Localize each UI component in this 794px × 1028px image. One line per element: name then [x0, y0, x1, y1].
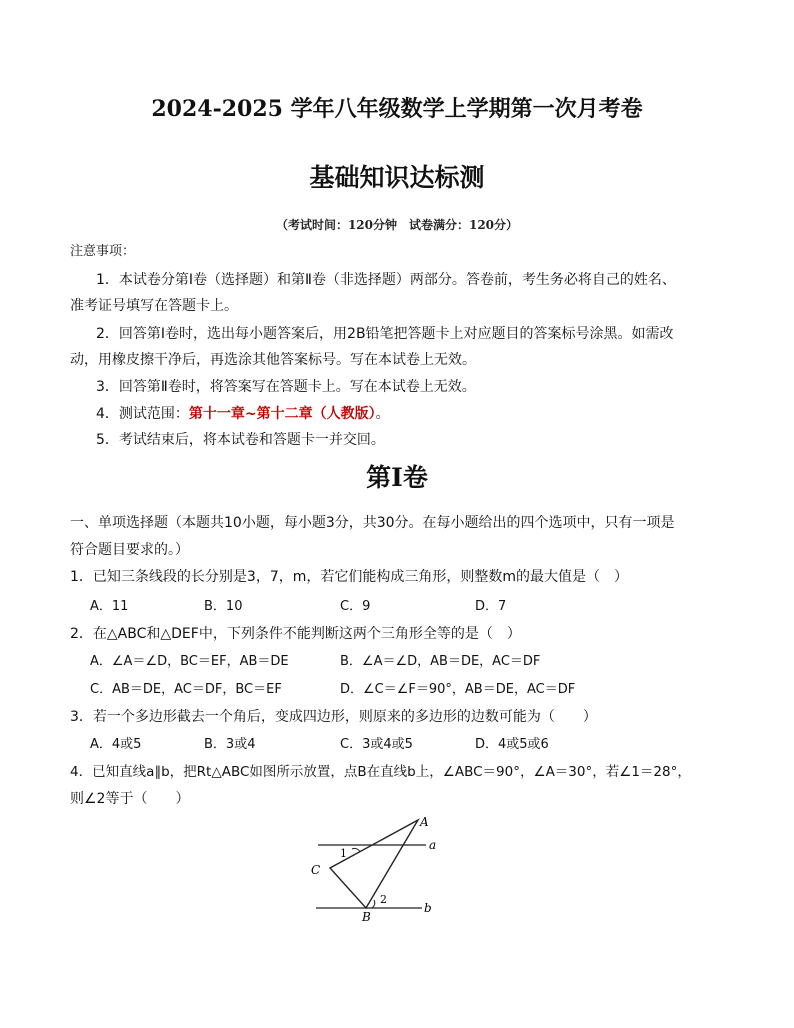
- question-1-option-b: B．10: [204, 599, 243, 614]
- angle-1-arc: [352, 848, 360, 852]
- note-2-line-1: 2．回答第Ⅰ卷时，选出每小题答案后，用2B铅笔把答题卡上对应题目的答案标号涂黑。如需改: [96, 326, 674, 342]
- question-2-stem: 2．在△ABC和△DEF中，下列条件不能判断这两个三角形全等的是（ ）: [70, 626, 521, 642]
- part-1-heading-line-1: 一、单项选择题（本题共10小题，每小题3分，共30分。在每小题给出的四个选项中，只有一项是: [70, 515, 675, 531]
- triangle-abc: [330, 820, 418, 908]
- question-1-option-c: C．9: [340, 599, 371, 614]
- question-3-option-a: A．4或5: [90, 737, 142, 752]
- part-1-heading-line-2: 符合题目要求的。）: [70, 542, 189, 558]
- question-3-option-b: B．3或4: [204, 737, 256, 752]
- note-2-line-2: 动，用橡皮擦干净后，再选涂其他答案标号。写在本试卷上无效。: [70, 352, 476, 368]
- angle-label-2: 2: [380, 893, 387, 906]
- angle-label-1: 1: [340, 847, 347, 860]
- question-2-option-c: C．AB＝DE，AC＝DF，BC＝EF: [90, 682, 282, 697]
- note-1-line-1: 1．本试卷分第Ⅰ卷（选择题）和第Ⅱ卷（非选择题）两部分。答卷前，考生务必将自己的姓名、: [96, 272, 676, 288]
- angle-2-arc: [372, 900, 375, 908]
- question-1-option-d: D．7: [475, 599, 507, 614]
- question-3-stem: 3．若一个多边形截去一个角后，变成四边形，则原来的多边形的边数可能为（ ）: [70, 709, 597, 725]
- vertex-label-b: B: [362, 910, 371, 924]
- note-4-suffix: 。: [375, 406, 390, 422]
- notes-heading: 注意事项：: [70, 244, 136, 259]
- test-scope: 第十一章~第十二章（人教版）: [188, 406, 376, 422]
- question-3-option-c: C．3或4或5: [340, 737, 413, 752]
- vertex-label-c: C: [311, 863, 321, 877]
- exam-subtitle: 基础知识达标测: [309, 163, 485, 192]
- line-label-a: a: [429, 838, 437, 852]
- note-4: [96, 404, 390, 424]
- question-1-stem: 1．已知三条线段的长分别是3，7，m，若它们能构成三角形，则整数m的最大值是（ ）: [70, 569, 628, 585]
- note-4-prefix: 4．测试范围：: [96, 406, 189, 422]
- question-3-option-d: D．4或5或6: [475, 737, 549, 752]
- section-title: 第Ⅰ卷: [366, 463, 428, 492]
- question-2-option-b: B．∠A＝∠D，AB＝DE，AC＝DF: [340, 654, 541, 669]
- question-4-stem-line-2: 则∠2等于（ ）: [70, 791, 190, 807]
- exam-title: 2024-2025 学年八年级数学上学期第一次月考卷: [151, 96, 643, 122]
- exam-info: （考试时间：120分钟 试卷满分：120分）: [275, 218, 519, 232]
- note-5: 5．考试结束后，将本试卷和答题卡一并交回。: [96, 432, 385, 448]
- question-4-figure: [300, 808, 450, 928]
- question-4-stem-line-1: 4．已知直线a∥b，把Rt△ABC如图所示放置，点B在直线b上，∠ABC＝90°，∠A＝30°，若∠1＝28°，: [70, 764, 691, 780]
- line-label-b: b: [424, 901, 432, 915]
- question-2-option-a: A．∠A＝∠D，BC＝EF，AB＝DE: [90, 654, 289, 669]
- note-3: 3．回答第Ⅱ卷时，将答案写在答题卡上。写在本试卷上无效。: [96, 379, 476, 395]
- question-2-option-d: D．∠C＝∠F＝90°，AB＝DE，AC＝DF: [340, 682, 576, 697]
- question-1-option-a: A．11: [90, 599, 129, 614]
- vertex-label-a: A: [420, 815, 429, 829]
- note-1-line-2: 准考证号填写在答题卡上。: [70, 298, 238, 314]
